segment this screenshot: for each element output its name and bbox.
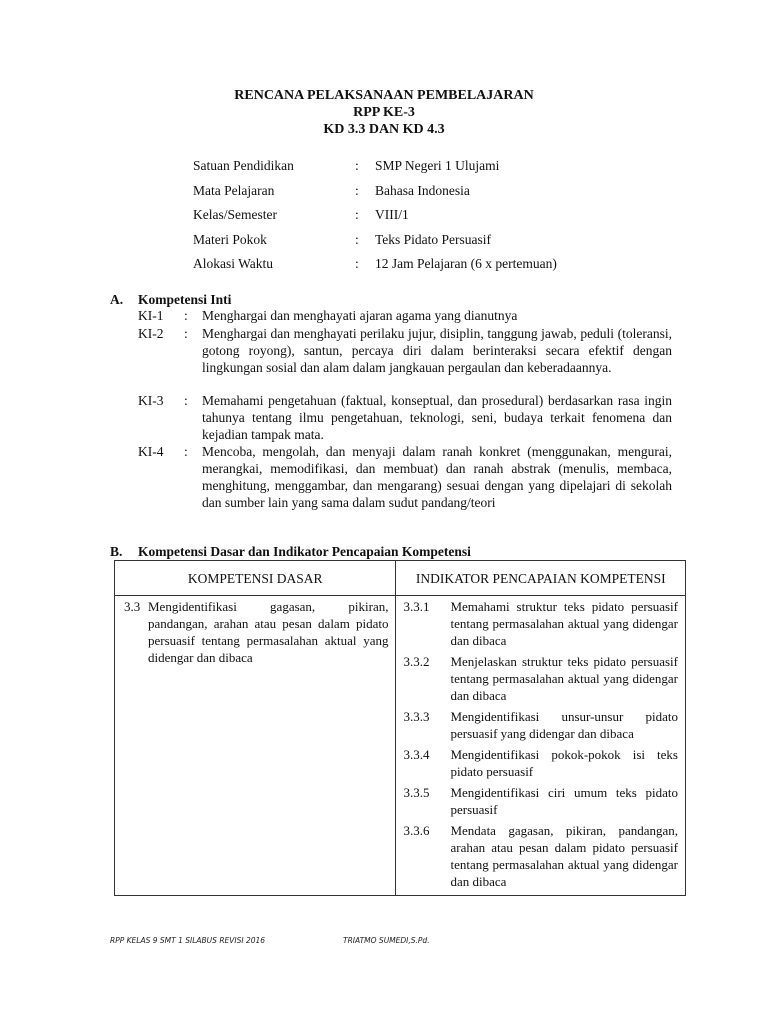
- kd-cell: [115, 596, 396, 896]
- identity-colon: :: [355, 207, 359, 222]
- ki-text: Menghargai dan menghayati perilaku jujur, disiplin, tanggung jawab, peduli (toleransi, gotong royong), santun, percaya diri dalam berinteraksi secara efektif dengan lingkungan sosial dan alam dalam jangkauan pergaulan dan keberadaannya.: [202, 326, 672, 375]
- indicator-number: 3.3.6: [403, 823, 430, 838]
- ki-text: Mencoba, mengolah, dan menyaji dalam ranah konkret (menggunakan, mengurai, merangkai, memodifikasi, dan membuat) dan ranah abstrak (menulis, membaca, menghitung, menggambar, dan mengarang) sesuai dengan yang dipelajari di sekolah dan sumber lain yang sama dalam sudut pandang/teori: [202, 444, 672, 510]
- indicator-item: [397, 653, 684, 708]
- indicator-text: Mengidentifikasi pokok-pokok isi teks pidato persuasif: [450, 747, 678, 779]
- identity-colon: :: [355, 231, 359, 247]
- ki-code: KI-2: [138, 326, 164, 341]
- indicator-item: [397, 822, 684, 894]
- identity-label: Satuan Pendidikan: [193, 158, 294, 173]
- identity-value: SMP Negeri 1 Ulujami: [375, 158, 500, 173]
- identity-row: [193, 182, 557, 207]
- identity-label: Mata Pelajaran: [193, 182, 275, 198]
- ki-item: [138, 392, 672, 443]
- indicator-number: 3.3.4: [403, 747, 430, 762]
- footer-right: TRIATMO SUMEDI,S.Pd.: [343, 936, 430, 945]
- indicator-item: [397, 784, 684, 822]
- identity-label: Materi Pokok: [193, 231, 267, 247]
- footer-left: RPP KELAS 9 SMT 1 SILABUS REVISI 2016: [110, 936, 266, 945]
- indicator-text: Memahami struktur teks pidato persuasif tentang permasalahan aktual yang didengar dan dibaca: [450, 599, 678, 648]
- section-letter: B.: [110, 544, 123, 559]
- identity-row: [193, 206, 557, 231]
- identity-colon: :: [355, 256, 359, 271]
- table-header-row: [115, 561, 686, 596]
- section-title: Kompetensi Inti: [138, 292, 232, 307]
- indicator-column-header: INDIKATOR PENCAPAIAN KOMPETENSI: [396, 561, 686, 596]
- identity-colon: :: [355, 158, 359, 173]
- ki-text: Menghargai dan menghayati ajaran agama yang dianutnya: [202, 308, 518, 323]
- identity-value: Bahasa Indonesia: [375, 182, 470, 198]
- identity-row: [193, 157, 557, 182]
- ki-colon: :: [184, 444, 188, 459]
- indicator-cell: [396, 596, 686, 896]
- rpp-number: RPP KE-3: [353, 105, 415, 120]
- indicator-text: Mengidentifikasi ciri umum teks pidato persuasif: [450, 785, 678, 817]
- indicator-number: 3.3.3: [403, 709, 430, 724]
- indicator-number: 3.3.2: [403, 654, 430, 669]
- indicator-text: Mengidentifikasi unsur-unsur pidato persuasif yang didengar dan dibaca: [450, 709, 678, 741]
- indicator-item: [397, 746, 684, 784]
- ki-item: [138, 307, 672, 324]
- identity-label: Alokasi Waktu: [193, 256, 274, 271]
- ki-code: KI-4: [138, 444, 164, 459]
- ki-code: KI-1: [138, 308, 164, 323]
- indicator-text: Menjelaskan struktur teks pidato persuasif tentang permasalahan aktual yang didengar dan dibaca: [450, 654, 678, 703]
- table-row: [115, 596, 686, 896]
- ki-item: [138, 325, 672, 376]
- identity-row: [193, 231, 557, 256]
- identity-value: VIII/1: [375, 207, 409, 222]
- section-title: Kompetensi Dasar dan Indikator Pencapaian Kompetensi: [138, 544, 471, 559]
- identity-block: [193, 157, 557, 280]
- kd-table: [114, 560, 686, 896]
- indicator-number: 3.3.1: [403, 599, 430, 614]
- document-title: RENCANA PELAKSANAAN PEMBELAJARAN: [234, 88, 534, 103]
- kd-text: Mengidentifikasi gagasan, pikiran, pandangan, arahan atau pesan dalam pidato persuasif tentang permasalahan aktual yang didengar dan dibaca: [148, 599, 389, 665]
- identity-value: 12 Jam Pelajaran (6 x pertemuan): [375, 256, 557, 271]
- section-b-heading: [110, 543, 471, 560]
- section-a-heading: [110, 291, 231, 308]
- ki-code: KI-3: [138, 393, 164, 408]
- section-letter: A.: [110, 292, 124, 307]
- indicator-item: [397, 598, 684, 653]
- kd-column-header: KOMPETENSI DASAR: [115, 561, 396, 596]
- indicator-number: 3.3.5: [403, 785, 430, 800]
- ki-text: Memahami pengetahuan (faktual, konseptual, dan prosedural) berdasarkan rasa ingin tahunya tentang ilmu pengetahuan, teknologi, seni, budaya terkait fenomena dan kejadian tampak mata.: [202, 393, 672, 442]
- ki-colon: :: [184, 308, 188, 323]
- indicator-item: [397, 708, 684, 746]
- identity-colon: :: [355, 182, 359, 198]
- identity-value: Teks Pidato Persuasif: [375, 231, 492, 247]
- identity-row: [193, 255, 557, 280]
- indicator-text: Mendata gagasan, pikiran, pandangan, arahan atau pesan dalam pidato persuasif tentang permasalahan aktual yang didengar dan dibaca: [450, 823, 678, 889]
- ki-colon: :: [184, 326, 188, 341]
- identity-label: Kelas/Semester: [193, 207, 277, 222]
- kd-number: 3.3: [124, 599, 141, 614]
- kd-heading: KD 3.3 DAN KD 4.3: [323, 122, 445, 137]
- ki-item: [138, 443, 672, 511]
- ki-colon: :: [184, 393, 188, 408]
